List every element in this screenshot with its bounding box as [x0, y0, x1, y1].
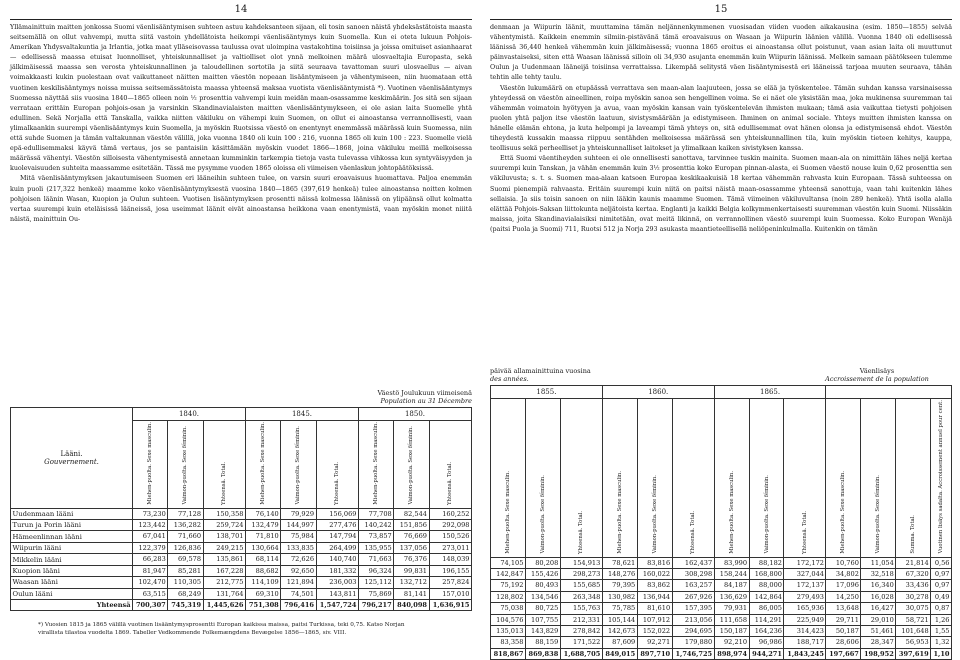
table-cell: 17,096: [826, 580, 861, 591]
table-cell: 150,187: [714, 625, 749, 636]
table-cell: 128,802: [491, 591, 526, 602]
column-header: Miehen-puolta. Sexe masculin.: [133, 421, 168, 509]
table-cell: 88,682: [245, 565, 280, 576]
table-cell: 1,55: [931, 625, 952, 636]
province-name: Wiipurin lääni: [11, 542, 133, 553]
table-cell: 83,358: [491, 637, 526, 648]
table-cell: 160,022: [637, 568, 672, 579]
table-cell: 76,140: [245, 508, 280, 519]
table-cell: 158,244: [714, 568, 749, 579]
table-cell: 69,578: [168, 554, 203, 565]
column-header: Vaimon-puolta. Sexe féminin.: [525, 399, 560, 558]
table-cell: 122,379: [133, 542, 168, 553]
table-cell: 168,800: [749, 568, 784, 579]
table-cell: 314,423: [784, 625, 826, 636]
table-cell: 75,192: [491, 580, 526, 591]
province-name: Waasan lääni: [11, 577, 133, 588]
total-cell: 796,416: [281, 599, 316, 610]
table-cell: 33,436: [896, 580, 931, 591]
table-cell: 181,332: [316, 565, 358, 576]
year-header: 1840.: [133, 408, 246, 421]
table-cell: 21,814: [896, 557, 931, 568]
total-cell: 1,843,245: [784, 648, 826, 659]
table-cell: 68,114: [245, 554, 280, 565]
table-cell: 76,376: [394, 554, 429, 565]
total-cell: 1,10: [931, 648, 952, 659]
table-cell: 114,109: [245, 577, 280, 588]
column-header: Vaimon-puolta. Sexe féminin.: [394, 421, 429, 509]
table-caption: [490, 367, 952, 385]
table-cell: 92,271: [637, 637, 672, 648]
total-cell: 198,952: [861, 648, 896, 659]
table-cell: 104,576: [491, 614, 526, 625]
table-cell: 157,010: [429, 588, 472, 599]
column-header: Vaimon-puolta. Sexe féminin.: [861, 399, 896, 558]
table-cell: 134,546: [525, 591, 560, 602]
column-header: Miehen-puolta. Sexe masculin.: [491, 399, 526, 558]
table-cell: 80,725: [525, 603, 560, 614]
column-header: Miehen-puolta. Sexe masculin.: [245, 421, 280, 509]
table-row: [491, 637, 952, 648]
table-cell: 76,669: [394, 531, 429, 542]
table-row: [491, 625, 952, 636]
table-cell: 213,056: [672, 614, 714, 625]
table-cell: 147,794: [316, 531, 358, 542]
table-cell: 101,648: [896, 625, 931, 636]
table-row: [491, 580, 952, 591]
total-cell: 944,271: [749, 648, 784, 659]
table-cell: 135,955: [358, 542, 393, 553]
table-cell: 58,721: [896, 614, 931, 625]
table-cell: 132,712: [394, 577, 429, 588]
total-cell: 745,319: [168, 599, 203, 610]
table-cell: 69,310: [245, 588, 280, 599]
table-cell: 83,816: [637, 557, 672, 568]
table-cell: 28,347: [861, 637, 896, 648]
table-cell: 96,324: [358, 565, 393, 576]
column-header: Yhteensä. Total.: [672, 399, 714, 558]
province-name: Mikkelin lääni: [11, 554, 133, 565]
header-rule: [490, 19, 952, 20]
table-cell: 56,953: [896, 637, 931, 648]
table-cell: 156,069: [316, 508, 358, 519]
table-cell: 298,273: [560, 568, 602, 579]
table-row: [491, 614, 952, 625]
total-cell: 796,217: [358, 599, 393, 610]
table-cell: 171,522: [560, 637, 602, 648]
total-label: Yhteensä: [11, 599, 133, 610]
table-cell: 196,155: [429, 565, 472, 576]
table-cell: 278,842: [560, 625, 602, 636]
table-cell: 84,187: [714, 580, 749, 591]
total-cell: 1,746,725: [672, 648, 714, 659]
table-cell: 179,880: [672, 637, 714, 648]
body-text: [490, 23, 952, 367]
table-cell: 79,931: [714, 603, 749, 614]
table-cell: 82,544: [394, 508, 429, 519]
table-cell: 74,501: [281, 588, 316, 599]
column-header: Yhteensä. Total.: [316, 421, 358, 509]
paragraph: Yllämainittuin maitten jonkossa Suomi väenlisääntymisen suhteen astuu kahdeksanteen sijaan, eli tosin sanoen näistä yhdeksästätoista maasta seitsemällä on ollut vahvempi, mutta siitä vastoin yhdellätoista heikompi väenlisääntymys kuin Suomella. Kun ei oteta lukuun Pohjois-Amerikan Yhdysvaltakuntia ja Irlantia, jotka maat ylläseisovassa taulussa ovat uloimpina vastakohtina toisiinsa ja joissa omituiset asianhaarat — edellisessä maassa etuisat luonnolliset, yhteiskunnalliset ja valtiolliset olot ynnä melkoinen määrä ulosvaeltajia Europasta, sekä jälkimäisessä maassa sen verosta yhteiskunnallinen ja taloudellinen sortotila ja siitä seuraava tavattoman suuri ulosvaellus — aivan voimakkaasti kukin puolestaan ovat vaikuttaneet näitten maitten väestön nopeaan lisääntymiseen ja vähentymiseen, niin huomataan että vuotinen keskilisääntymys noissa muissa seitsemässätoista maassa yhteensä maksaa vuotista väenlisääntymistä *). Vuotinen väenlisääntymys Suomessa näyttää siis vuosina 1840—1865 olleen noin ½ prosenttia vahvempi kuin meidän maan-osassamme keskimäärin. Jos sitä sen sijaan verrataan erittäin Europan pohjois-osan ja varsinkin Skandinavialaisten maitten väenlisääntymykseen, ei ole asian laita Suomelle yhtä edullinen. Sekä Norjalla että Tanskalla, vaikka niitten väkiluku on vähempi kuin Suomen, on ollut ei ainoastansa verrannollisesti, vaan ylimalkaankin suurempi väenlisääntymys kuin Suomella, ja myöskin Ruotsissa väestö on enentynyt enemmässä määrässä kuin Suomessa, niin että suhde Suomen ja tämän valtakunnan väestön välillä, joka vuonna 1840 oli kuin 100 : 216, vuonna 1865 oli kuin 100 : 223. Suomelle vielä epä-edullisemmaksi käyvä tämä vertaus, jos se pantaisiin käsittämään myöskin vuodet 1866—1868, joina väkiluku meillä melkoisessa määrässä vähentyi. Väestön silloisesta vähentymisestä annetaan kumminkin tarkempia tietoja vasta tulevassa vihkossa kun syntyväisyyden ja kuolevaisuuden suhteita maassamme esitetään. Tässä me pysymme vuoden 1865 oloissa eli viimeisen väenlaskun johtopäätöksissä.: [10, 24, 472, 173]
left-page: [0, 0, 478, 637]
table-cell: 157,395: [672, 603, 714, 614]
table-cell: 81,141: [394, 588, 429, 599]
table-cell: 143,811: [316, 588, 358, 599]
table-cell: 249,215: [203, 542, 245, 553]
table-row: [11, 577, 472, 588]
province-header: Lääni. Gouvernement.: [11, 408, 133, 509]
total-row: [11, 599, 472, 610]
table-cell: 0,97: [931, 580, 952, 591]
table-cell: 79,929: [281, 508, 316, 519]
total-cell: 1,688,705: [560, 648, 602, 659]
table-cell: 105,144: [602, 614, 637, 625]
table-cell: 163,257: [672, 580, 714, 591]
table-cell: 83,990: [714, 557, 749, 568]
table-cell: 16,427: [861, 603, 896, 614]
table-cell: 66,283: [133, 554, 168, 565]
table-cell: 150,526: [429, 531, 472, 542]
column-header: Yhteensä. Total.: [429, 421, 472, 509]
table-cell: 327,044: [784, 568, 826, 579]
table-cell: 34,802: [826, 568, 861, 579]
table-cell: 164,236: [749, 625, 784, 636]
table-cell: 80,493: [525, 580, 560, 591]
footnote: *) Vuosien 1815 ja 1865 välillä vuotinen lisääntymysprosentti Europan kaikissa maissa, paitsi Turkissa, teki 0,75. Katso Norjan virallista tilastoa vuodelta 1869. Tabeller Vedkommende Folkemængdens Bevægelse 1856—1865, siv. VIII.: [38, 622, 405, 637]
table-cell: 11,054: [861, 557, 896, 568]
table-cell: 111,658: [714, 614, 749, 625]
table-cell: 155,426: [525, 568, 560, 579]
table-caption: [10, 389, 472, 407]
table-cell: 99,831: [394, 565, 429, 576]
table-cell: 151,856: [394, 520, 429, 531]
table-cell: 136,282: [168, 520, 203, 531]
page-number: 14: [234, 4, 248, 15]
table-row: [491, 557, 952, 568]
total-cell: 1,636,915: [429, 599, 472, 610]
table-cell: 140,242: [358, 520, 393, 531]
table-cell: 77,128: [168, 508, 203, 519]
column-header: Vaimon-puolta. Sexe féminin.: [749, 399, 784, 558]
table-cell: 150,358: [203, 508, 245, 519]
table-cell: 172,137: [784, 580, 826, 591]
table-cell: 80,208: [525, 557, 560, 568]
table-row: [491, 603, 952, 614]
table-cell: 10,760: [826, 557, 861, 568]
paragraph: denmaan ja Wiipurin läänit, muuttamina tämän neljännenkymmenen vuosisadan viiden vuoden aikakausina (esim. 1850—1855) selvää vähentymistä. Kaikkein enemmin silmiin-pistävänä tämä eroavaisuus on Wasaan ja Wiipurin läänien välillä. Vuonna 1840 oli edellisessä läänissä 36,440 henkeä vähemmän kuin jälkimäisessä; vuonna 1865 eroitus ei ainoastansa ollut poistunut, vaan asian laita oli muuttunut päinvastaiseksi, siten että Waasan läänissä silloin oli 34,930 asujanta enemmän kuin Wiipurin läänissä. Melkein samaan päätökseen tulemme Oulun ja Uudenmaan lääneijä toisiinsa verrattaissa. Likempää selitystä väen lisääntymisestä eri lääneissä tarjoaa muuten seuraava, tähän tehtin alle tehty taulu.: [490, 24, 952, 82]
table-cell: 29,010: [861, 614, 896, 625]
column-header: Vaimon-puolta. Sexe féminin.: [281, 421, 316, 509]
table-cell: 71,810: [245, 531, 280, 542]
table-cell: 114,291: [749, 614, 784, 625]
caption-main: Väestö Joulukuun viimeisenä: [377, 389, 472, 397]
table-cell: 277,476: [316, 520, 358, 531]
total-cell: 1,547,724: [316, 599, 358, 610]
paragraph: Väestön lukumäärä on etupäässä verrattava sen maan-alan laajuuteen, jossa se elää ja työskentelee. Tämän suhdan kanssa varsinaisessa yhteydessä on väestön aineellinen, roipa myöskin sanoa sen hengellinen voima. Se ei näet ole yksistään maa, joka mukinensa suuremman tai vähemmän voimatoin hyötyyen ja avua, vaan myöskin kansan vain työskentelevän ihmisten mukaan; tämä asia vaikuttaa tietysti pohjoisen puolen yhtä paljon itse väestön laatuun, sivistysmäärään ja edistymiseen. Ihminen on animal sociale. Yhteys muitten ihmisten kanssa on hänelle elämän ehtona, ja kuta helpompi ja laveampi tämä yhteys on, sitä edullisemmat ovat hänen olonsa ja edistymisensä ehdot. Väestön tiheydestä kussakin maassa riippuu sentähden melkoisessa määrässä sen yhteiskunnallinen tila, kuin myöskin tieteen kehitys, kauppa, teollisuus sekä perheelliset ja yhteiskunnalliset laitokset ja ylimalkaan kaiken sivistyksen kanssa.: [490, 84, 952, 153]
column-header: Yhteensä. Total.: [203, 421, 245, 509]
table-row: [11, 531, 472, 542]
table-cell: 32,518: [861, 568, 896, 579]
table-cell: 160,252: [429, 508, 472, 519]
table-cell: 73,230: [133, 508, 168, 519]
table-cell: 138,701: [203, 531, 245, 542]
table-cell: 126,836: [168, 542, 203, 553]
table-cell: 131,764: [203, 588, 245, 599]
table-row: [11, 520, 472, 531]
table-cell: 130,664: [245, 542, 280, 553]
table-cell: 0,56: [931, 557, 952, 568]
table-cell: 1,26: [931, 614, 952, 625]
paragraph: Että Suomi väentiheyden suhteen ei ole onnellisesti sanottava, tarvinnee tuskin mainita. Suomen maan-ala on nimittäin lähes neljä kertaa suurempi kuin Tanskan, ja vähän enemmän kuin 3½ prosenttia koko Europan pinnan-alasta, ei Suomen väestö nouse kuin 0,62 prosenttia sen väkiluvusta; s. t. s. Suomen maa-alaan katsoen Europaa keskikaakuisiä 18 kertaa vähemmän rahvasta kuin Europaan. Tässä suhteessa on Suomi pienempiä rahvaasta. Eritäin suurempi kuin niitä on paitsi näistä maan-osassamme yhteensä sanottuja, vaan tahi kuitenkin lähes sellaisia. Ja siis toisin sanoen on niin lääkin kaunis maamme Suomen. Tämä viimeinen väkiluvultansa (noin 289 henkeä). Yhtä isolla alalla elättää Pohjois-Saksan liittokunta neljätoista kertaa. Englanti ja kaikki Belgia kolkymmenkertaisesti suuremman väestön kuin Suomi. Niissäkin maissa, joita Skandinavialaisiksi nimitetään, ovat meitä likinnä, on verrannollinen väestö suurempi kuin Suomessa. Koko Europan Wenäjä (paitsi Puola ja Suomi) 711, Ruotsi 512 ja Norja 293 asukasta maantieteellisellä neliöpeninkulmalla. Kuitenkin on tämän: [490, 155, 952, 233]
table-cell: 136,629: [714, 591, 749, 602]
table-cell: 13,648: [826, 603, 861, 614]
table-cell: 0,97: [931, 568, 952, 579]
province-name: Oulun lääni: [11, 588, 133, 599]
table-cell: 154,913: [560, 557, 602, 568]
table-cell: 86,005: [749, 603, 784, 614]
year-header: [826, 386, 952, 399]
table-row: [11, 508, 472, 519]
table-cell: 1,32: [931, 637, 952, 648]
table-cell: 142,864: [749, 591, 784, 602]
year-header: 1845.: [245, 408, 358, 421]
column-header: Vaimon-puolta. Sexe féminin.: [637, 399, 672, 558]
table-cell: 125,112: [358, 577, 393, 588]
table-cell: 140,740: [316, 554, 358, 565]
table-cell: 75,984: [281, 531, 316, 542]
table-cell: 88,159: [525, 637, 560, 648]
year-header: 1865.: [714, 386, 826, 399]
total-row: [491, 648, 952, 659]
table-cell: 212,331: [560, 614, 602, 625]
table-cell: 136,944: [637, 591, 672, 602]
caption-right: Väenlisäys Accroissement de la population: [825, 367, 929, 383]
table-cell: 155,763: [560, 603, 602, 614]
column-header: Summa. Total.: [896, 399, 931, 558]
table-cell: 123,442: [133, 520, 168, 531]
table-cell: 137,056: [394, 542, 429, 553]
table-cell: 85,281: [168, 565, 203, 576]
table-cell: 92,650: [281, 565, 316, 576]
table-cell: 135,013: [491, 625, 526, 636]
table-cell: 88,182: [749, 557, 784, 568]
table-cell: 29,711: [826, 614, 861, 625]
table-cell: 30,278: [896, 591, 931, 602]
caption-left: päivää allamainittuina vuosina des années.: [490, 367, 591, 383]
table-cell: 96,986: [749, 637, 784, 648]
table-cell: 81,610: [637, 603, 672, 614]
table-cell: 142,673: [602, 625, 637, 636]
column-header: Miehen-puolta. Sexe masculin.: [826, 399, 861, 558]
total-cell: 751,308: [245, 599, 280, 610]
table-cell: 0,87: [931, 603, 952, 614]
total-cell: 849,015: [602, 648, 637, 659]
table-cell: 167,228: [203, 565, 245, 576]
table-cell: 144,997: [281, 520, 316, 531]
table-cell: 257,824: [429, 577, 472, 588]
province-name: Uudenmaan lääni: [11, 508, 133, 519]
table-cell: 0,49: [931, 591, 952, 602]
page-number: 15: [714, 4, 728, 15]
table-row: [11, 588, 472, 599]
table-cell: 88,000: [749, 580, 784, 591]
table-cell: 130,982: [602, 591, 637, 602]
column-header: Vaimon-puolta. Sexe féminin.: [168, 421, 203, 509]
year-header: 1855.: [491, 386, 603, 399]
paragraph: Mitä väenlisääntymyksen jakautumiseen Suomen eri lääneihin suhteen tulee, on varsin suuri eroavaisuus huomattava. Paljoa enemmän kuin puoli (217,322 henkeä) maamme koko väenlisääntymyksestä vuosina 1840—1865 (397,619 henkeä) tulee ainoastansa noitten kolmen pohjoisen läänin Wasan, Kuopion ja Oulun suhteen. Vuotisen lisääntymyksen prosentti näissä kolmessa läänissä on ylipäänsä ollut kolmatta vertaa suurempi kuin eteläisissä lääneissä, josa useimmat läänit eivät ainoastansa heikkona vaan enentymistä, vaan myöskin monet niiitä näistä, mainittuin Ou-: [10, 175, 472, 223]
table-cell: 121,894: [281, 577, 316, 588]
table-cell: 102,470: [133, 577, 168, 588]
table-cell: 75,038: [491, 603, 526, 614]
table-cell: 308,298: [672, 568, 714, 579]
column-header: Miehen-puolta. Sexe masculin.: [358, 421, 393, 509]
population-table-right: [490, 385, 952, 660]
table-cell: 155,685: [560, 580, 602, 591]
table-cell: 51,461: [861, 625, 896, 636]
table-cell: 79,395: [602, 580, 637, 591]
table-cell: 135,861: [203, 554, 245, 565]
total-cell: 818,867: [491, 648, 526, 659]
table-cell: 75,785: [602, 603, 637, 614]
table-row: [11, 565, 472, 576]
table-cell: 162,437: [672, 557, 714, 568]
year-header: 1850.: [358, 408, 471, 421]
table-cell: 225,949: [784, 614, 826, 625]
table-cell: 83,862: [637, 580, 672, 591]
province-name: Kuopion lääni: [11, 565, 133, 576]
table-cell: 74,105: [491, 557, 526, 568]
table-cell: 107,755: [525, 614, 560, 625]
column-header: Yhteensä. Total.: [560, 399, 602, 558]
total-cell: 897,710: [637, 648, 672, 659]
table-row: [11, 542, 472, 553]
year-header: 1860.: [602, 386, 714, 399]
table-cell: 67,320: [896, 568, 931, 579]
total-cell: 700,307: [133, 599, 168, 610]
table-cell: 143,829: [525, 625, 560, 636]
body-text: [10, 23, 472, 389]
total-cell: 1,445,626: [203, 599, 245, 610]
table-cell: 259,724: [203, 520, 245, 531]
table-row: [491, 591, 952, 602]
table-cell: 107,912: [637, 614, 672, 625]
table-cell: 81,947: [133, 565, 168, 576]
table-cell: 273,011: [429, 542, 472, 553]
total-cell: 840,098: [394, 599, 429, 610]
total-cell: 197,667: [826, 648, 861, 659]
province-name: Turun ja Porin lääni: [11, 520, 133, 531]
table-cell: 30,075: [896, 603, 931, 614]
table-cell: 236,003: [316, 577, 358, 588]
column-header: Yhteensä. Total.: [784, 399, 826, 558]
population-table-left: [10, 407, 472, 611]
table-cell: 148,276: [602, 568, 637, 579]
table-cell: 87,609: [602, 637, 637, 648]
total-cell: 397,619: [896, 648, 931, 659]
table-cell: 132,479: [245, 520, 280, 531]
table-cell: 16,340: [861, 580, 896, 591]
table-cell: 14,250: [826, 591, 861, 602]
table-cell: 77,708: [358, 508, 393, 519]
table-cell: 294,695: [672, 625, 714, 636]
table-cell: 71,663: [358, 554, 393, 565]
column-header: Vuotinen lisäys sadalta. Accroissement annuel pour cent.: [931, 399, 952, 558]
table-cell: 267,926: [672, 591, 714, 602]
table-cell: 67,041: [133, 531, 168, 542]
table-cell: 92,210: [714, 637, 749, 648]
table-cell: 75,869: [358, 588, 393, 599]
table-cell: 263,348: [560, 591, 602, 602]
table-cell: 279,493: [784, 591, 826, 602]
table-cell: 165,936: [784, 603, 826, 614]
column-header: Miehen-puolta. Sexe masculin.: [714, 399, 749, 558]
table-row: [11, 554, 472, 565]
table-cell: 110,305: [168, 577, 203, 588]
total-cell: 869,838: [525, 648, 560, 659]
table-cell: 142,847: [491, 568, 526, 579]
table-cell: 264,499: [316, 542, 358, 553]
table-cell: 292,098: [429, 520, 472, 531]
table-cell: 188,717: [784, 637, 826, 648]
right-page: [482, 0, 960, 658]
table-cell: 133,835: [281, 542, 316, 553]
table-cell: 148,039: [429, 554, 472, 565]
table-cell: 72,626: [281, 554, 316, 565]
table-cell: 212,775: [203, 577, 245, 588]
table-cell: 28,606: [826, 637, 861, 648]
table-cell: 172,172: [784, 557, 826, 568]
table-cell: 152,022: [637, 625, 672, 636]
table-cell: 16,028: [861, 591, 896, 602]
table-cell: 78,621: [602, 557, 637, 568]
table-cell: 63,515: [133, 588, 168, 599]
table-cell: 71,660: [168, 531, 203, 542]
column-header: Miehen-puolta. Sexe masculin.: [602, 399, 637, 558]
header-rule: [10, 19, 472, 20]
province-name: Hämeenlinnan lääni: [11, 531, 133, 542]
caption-sub: Population au 31 Décembre: [380, 397, 472, 405]
table-cell: 73,857: [358, 531, 393, 542]
total-cell: 898,974: [714, 648, 749, 659]
table-cell: 68,249: [168, 588, 203, 599]
table-cell: 50,187: [826, 625, 861, 636]
table-row: [491, 568, 952, 579]
